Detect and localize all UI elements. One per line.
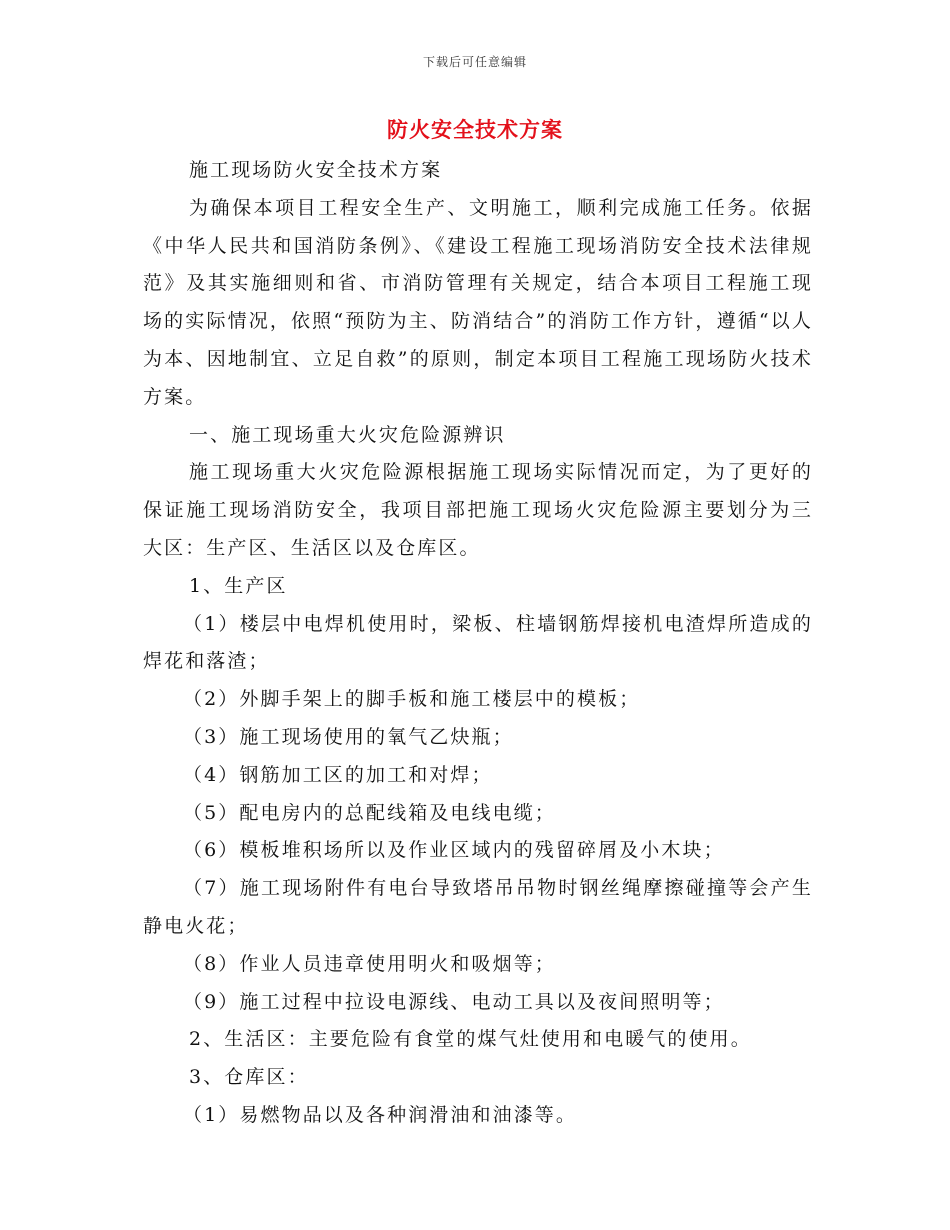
subsection-heading-production: 1、生产区: [189, 574, 288, 597]
document-title: 防火安全技术方案: [387, 117, 563, 142]
list-item: （2）外脚手架上的脚手板和施工楼层中的模板；: [183, 688, 641, 711]
list-item: （1）楼层中电焊机使用时，梁板、柱墙钢筋焊接机电渣焊所造成的焊花和落渣；: [143, 612, 813, 673]
list-item: （4）钢筋加工区的加工和对焊；: [183, 763, 493, 786]
subsection-heading-warehouse: 3、仓库区：: [189, 1066, 309, 1089]
list-item: （7）施工现场附件有电台导致塔吊吊物时钢丝绳摩擦碰撞等会产生静电火花；: [143, 877, 813, 937]
list-item: （5）配电房内的总配线箱及电线电缆；: [183, 801, 556, 824]
document-body: [143, 152, 813, 1135]
list-item: （1）易燃物品以及各种润滑油和油漆等。: [183, 1103, 577, 1126]
list-item: （8）作业人员违章使用明火和吸烟等；: [183, 952, 556, 975]
section-paragraph: 施工现场重大火灾危险源根据施工现场实际情况而定，为了更好的保证施工现场消防安全，我项目部把施工现场火灾危险源主要划分为三大区：生产区、生活区以及仓库区。: [143, 461, 813, 559]
living-area-paragraph: 2、生活区：主要危险有食堂的煤气灶使用和电暖气的使用。: [189, 1028, 752, 1051]
list-item: （9）施工过程中拉设电源线、电动工具以及夜间照明等；: [183, 990, 725, 1013]
header-note: 下载后可任意编辑: [422, 55, 527, 69]
list-item: （3）施工现场使用的氧气乙炔瓶；: [183, 725, 514, 748]
section-heading: 一、施工现场重大火灾危险源辨识: [189, 423, 506, 446]
intro-paragraph: 为确保本项目工程安全生产、文明施工，顺利完成施工任务。依据《中华人民共和国消防条例》、《建设工程施工现场消防安全技术法律规范》及其实施细则和省、市消防管理有关规定，结合本项目工程施工现场的实际情况，依照“预防为主、防消结合”的消防工作方针，遵循“以人为本、因地制宜、立足自救”的原则，制定本项目工程施工现场防火技术方案。: [143, 196, 813, 408]
document-subtitle: 施工现场防火安全技术方案: [189, 159, 443, 181]
list-item: （6）模板堆积场所以及作业区域内的残留碎屑及小木块；: [183, 839, 725, 862]
